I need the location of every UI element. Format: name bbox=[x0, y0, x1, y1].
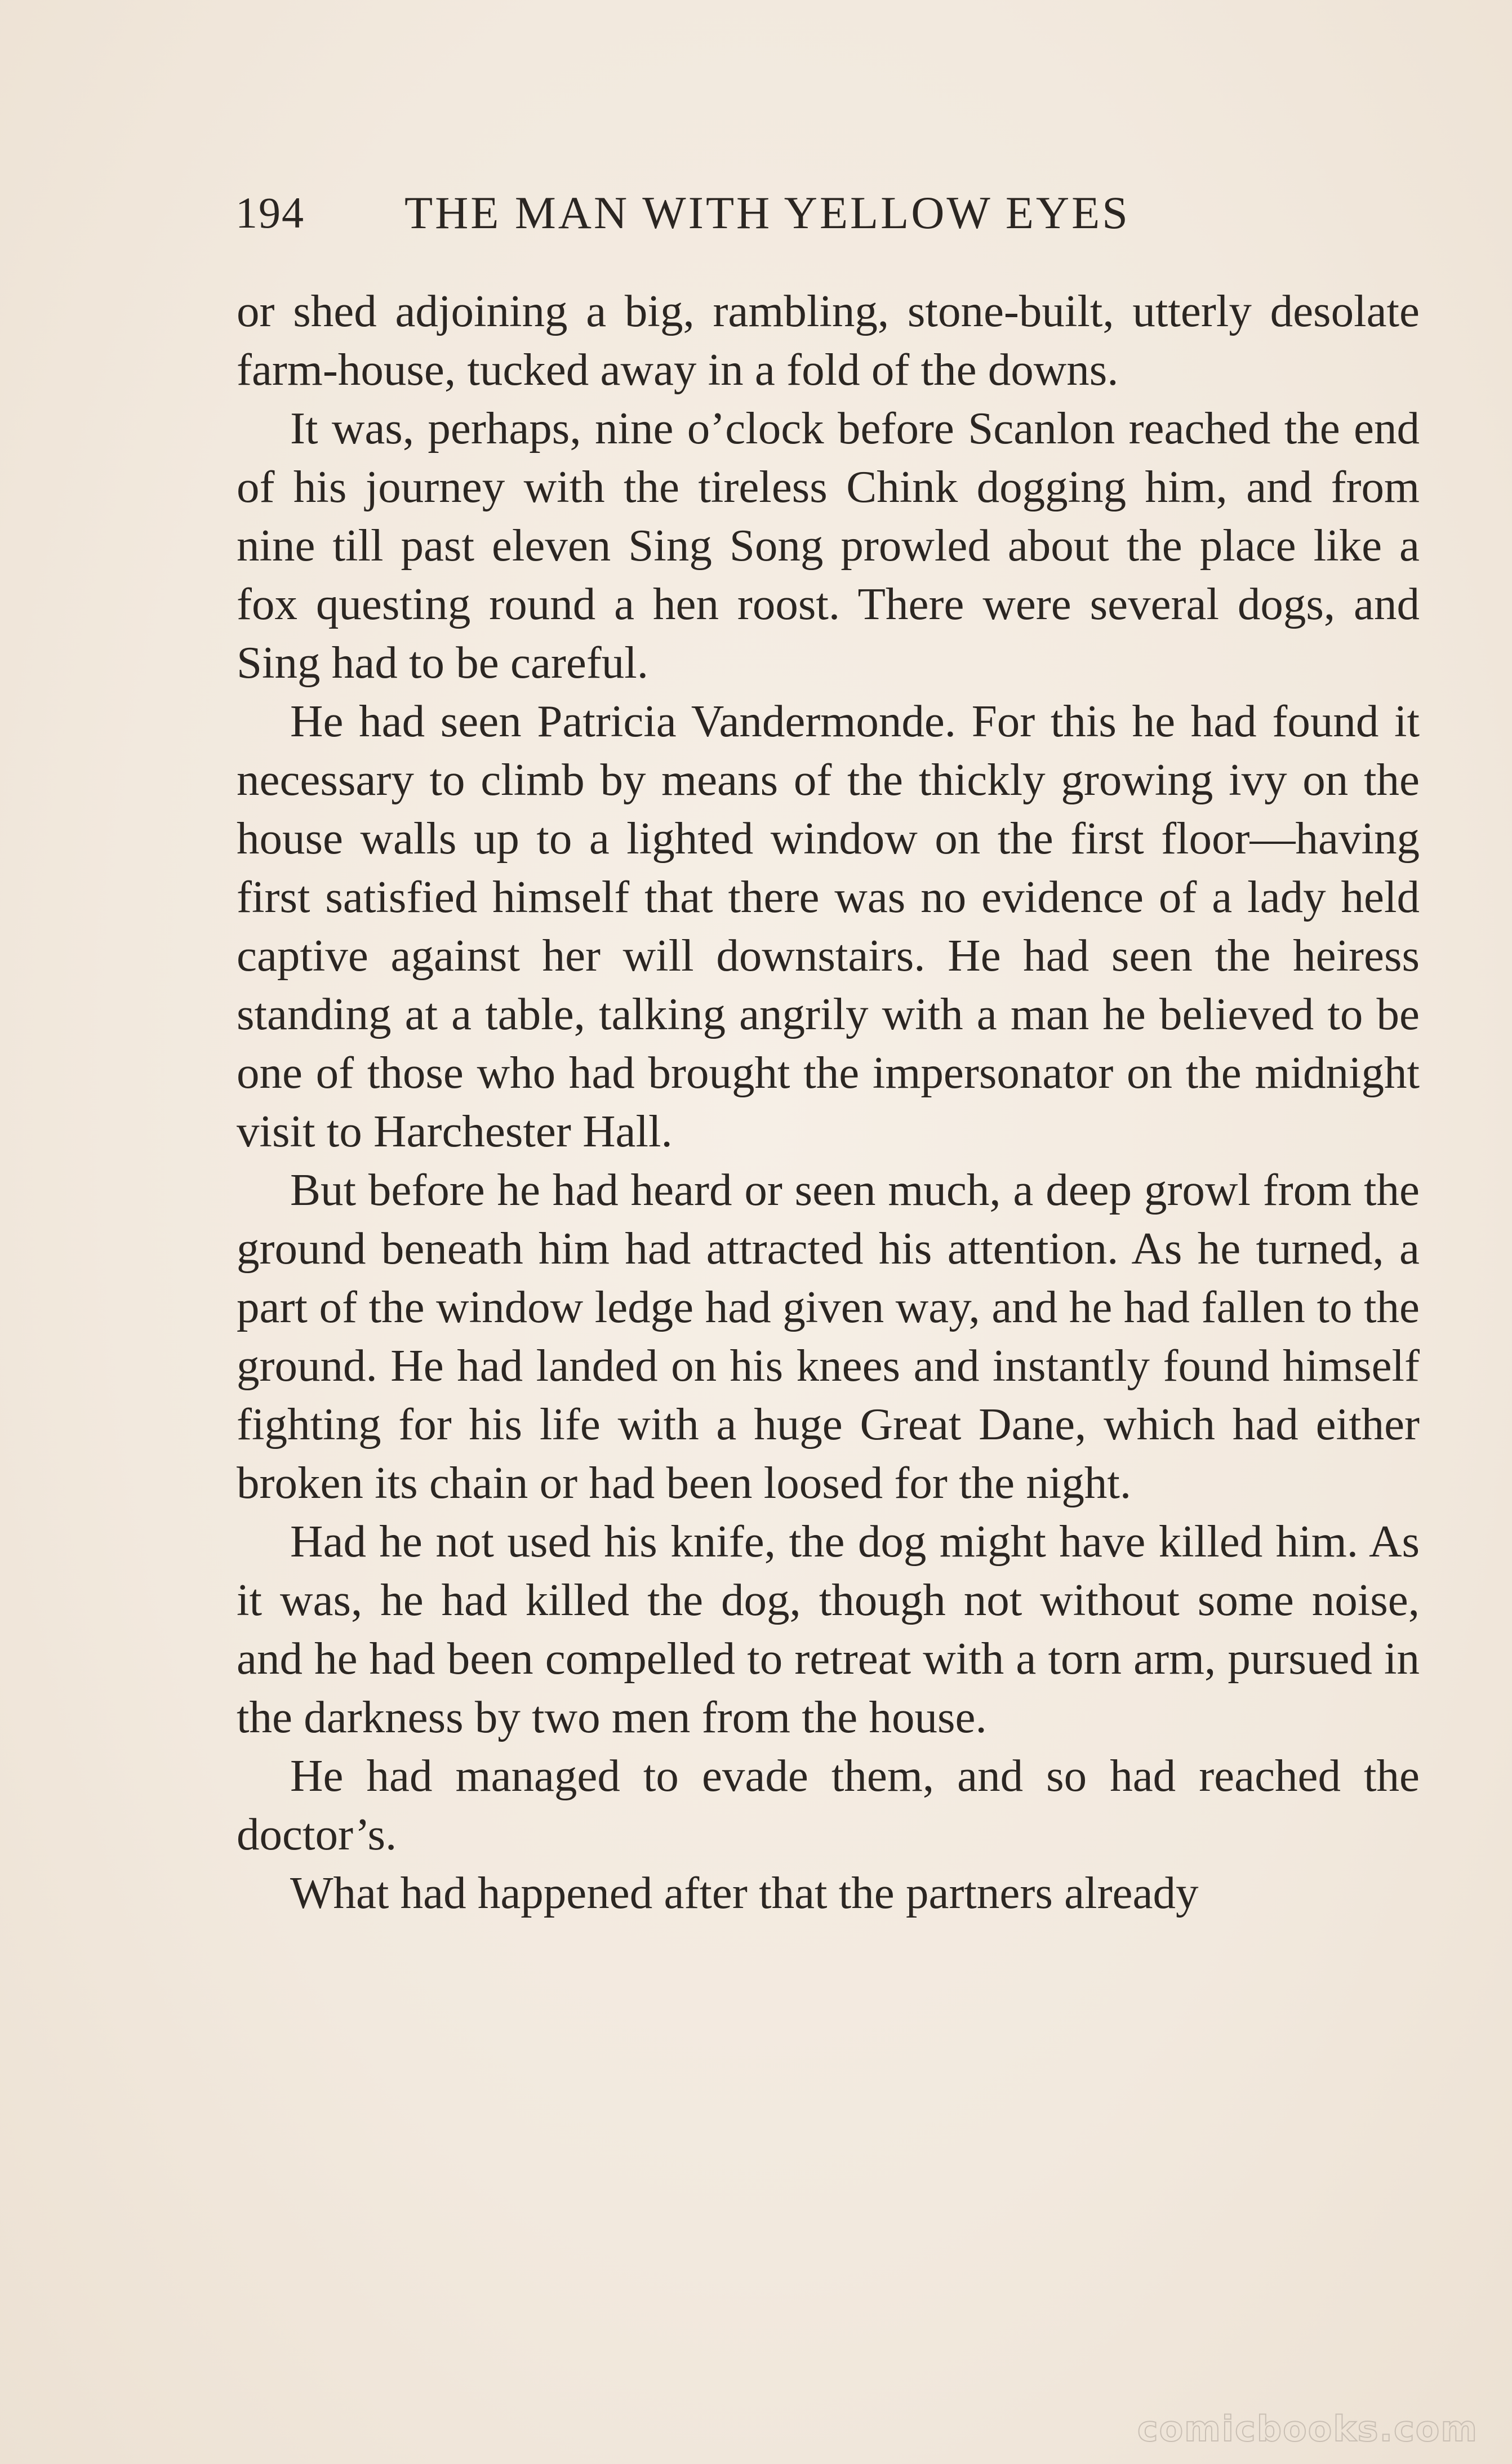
paragraph: or shed adjoining a big, rambling, stone-built, utterly desolate farm-house, tucked away in a fold of the downs. bbox=[237, 286, 1420, 395]
paragraph: It was, perhaps, nine o’clock before Scanlon reached the end of his journey with the tireless Chink dogging him, and from nine till past eleven Sing Song prowled about the place like a fox questing round a hen roost. There were several dogs, and Sing had to be careful. bbox=[237, 403, 1420, 688]
paragraph: Had he not used his knife, the dog might have killed him. As it was, he had killed the dog, though not without some noise, and he had been compelled to retreat with a torn arm, pursued in the darkness by two men from the house. bbox=[237, 1516, 1420, 1742]
running-title: THE MAN WITH YELLOW EYES bbox=[404, 187, 1130, 238]
watermark: comicbooks.com bbox=[1137, 2408, 1478, 2449]
page-number: 194 bbox=[235, 188, 305, 237]
paragraph: But before he had heard or seen much, a deep growl from the ground beneath him had attracted his attention. As he turned, a part of the window ledge had given way, and he had fallen to the ground. He had landed on his knees and instantly found himself fighting for his life with a huge Great Dane, which had either broken its chain or had been loosed for the night. bbox=[237, 1164, 1420, 1508]
paragraph: What had happened after that the partners already bbox=[290, 1867, 1199, 1918]
page-header bbox=[235, 179, 1261, 247]
paragraph: He had managed to evade them, and so had reached the doctor’s. bbox=[237, 1750, 1420, 1860]
paragraph: He had seen Patricia Vandermonde. For this he had found it necessary to climb by means of the thickly growing ivy on the house walls up to a lighted window on the first floor—having first satisfied himself that there was no evidence of a lady held captive against her will downstairs. He had seen the heiress standing at a table, talking angrily with a man he believed to be one of those who had brought the impersonator on the midnight visit to Harchester Hall. bbox=[237, 696, 1420, 1157]
body-text bbox=[237, 282, 1420, 1922]
